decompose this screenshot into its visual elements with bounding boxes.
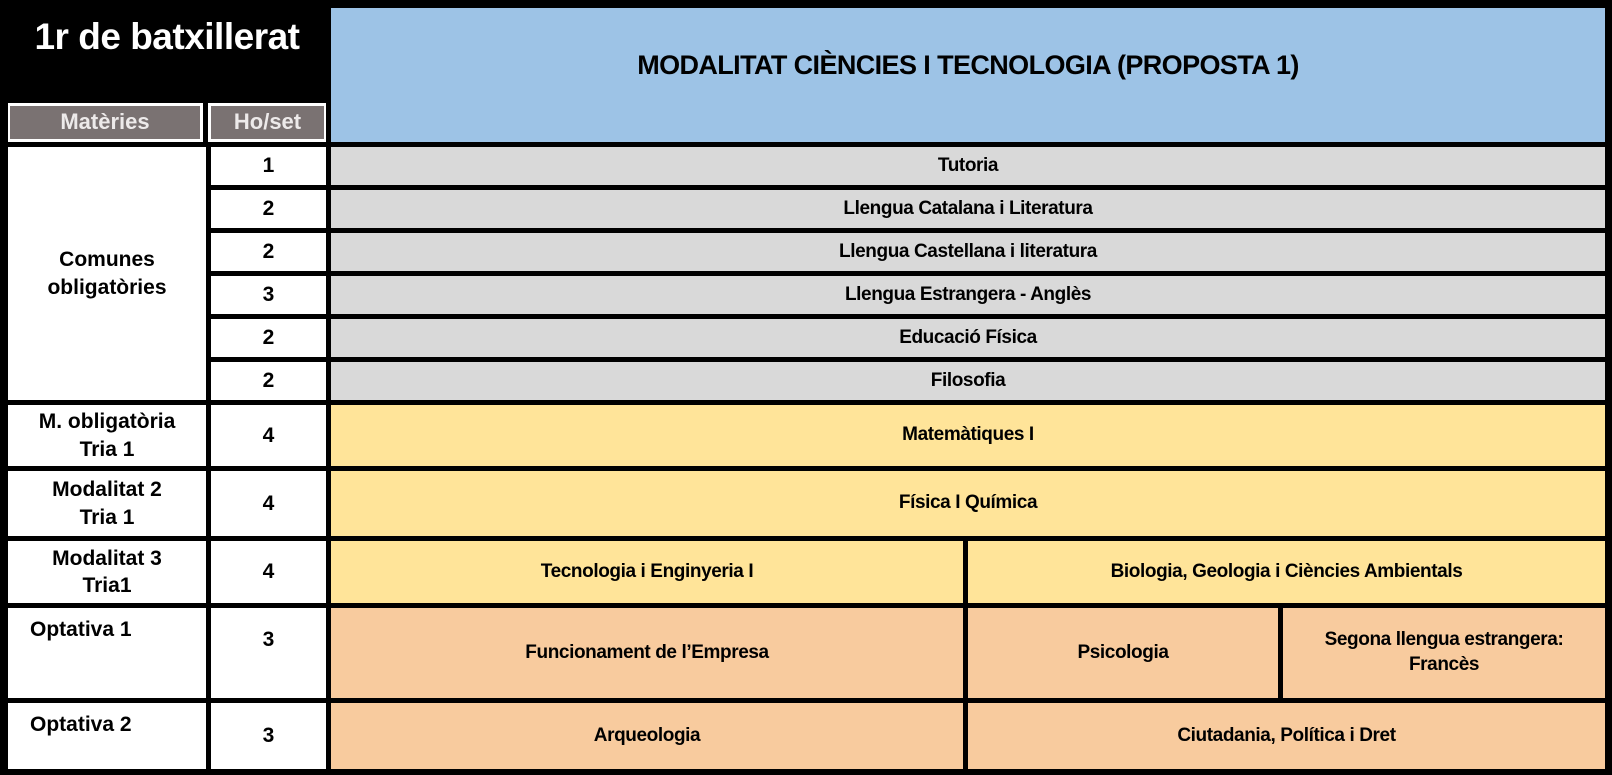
hours-cell: 3 xyxy=(211,276,326,314)
optativa-1-section-label: Optativa 1 xyxy=(8,608,206,698)
subject-cell: Física I Química xyxy=(331,471,1605,536)
subject-cell: Ciutadania, Política i Dret xyxy=(968,703,1605,769)
comunes-section-label xyxy=(8,147,206,400)
subject-cell: Llengua Estrangera - Anglès xyxy=(331,276,1605,314)
subject-cell: Biologia, Geologia i Ciències Ambientals xyxy=(968,541,1605,603)
subject-cell: Segona llengua estrangera: Francès xyxy=(1283,608,1605,698)
subject-cell: Tecnologia i Enginyeria I xyxy=(331,541,963,603)
hours-column-header: Ho/set xyxy=(211,106,324,139)
modalitat-2-label-line1: Modalitat 2 xyxy=(52,478,162,502)
modalitat-3-label-line2: Tria1 xyxy=(82,574,132,597)
subject-cell: Psicologia xyxy=(968,608,1278,698)
m-obligatoria-label-line1: M. obligatòria xyxy=(38,410,176,434)
modalitat-2-label-line2: Tria 1 xyxy=(79,505,135,529)
subject-cell: Llengua Castellana i literatura xyxy=(331,233,1605,271)
m-obligatoria-section-label xyxy=(8,405,206,466)
hours-cell: 4 xyxy=(211,471,326,536)
hours-cell: 3 xyxy=(211,703,326,769)
m-obligatoria-label-line2: Tria 1 xyxy=(79,437,135,461)
comunes-label-line2: obligatòries xyxy=(47,275,167,299)
subject-cell: Arqueologia xyxy=(331,703,963,769)
hours-cell: 2 xyxy=(211,233,326,271)
page-title: 1r de batxillerat xyxy=(8,8,326,103)
hours-cell: 2 xyxy=(211,319,326,357)
hours-cell: 1 xyxy=(211,147,326,185)
subject-cell: Matemàtiques I xyxy=(331,405,1605,466)
modalitat-3-section-label xyxy=(8,541,206,603)
comunes-label-line1: Comunes xyxy=(59,248,155,272)
materies-column-header: Matèries xyxy=(10,106,200,139)
subject-cell: Filosofia xyxy=(331,362,1605,400)
column-header-divider xyxy=(203,103,208,142)
subject-cell: Funcionament de l’Empresa xyxy=(331,608,963,698)
modality-header: MODALITAT CIÈNCIES I TECNOLOGIA (PROPOSTA 1) xyxy=(331,8,1605,142)
hours-cell: 3 xyxy=(211,608,326,698)
subject-cell: Tutoria xyxy=(331,147,1605,185)
modalitat-2-section-label xyxy=(8,471,206,536)
subject-cell: Educació Física xyxy=(331,319,1605,357)
subject-cell: Llengua Catalana i Literatura xyxy=(331,190,1605,228)
optativa-2-section-label: Optativa 2 xyxy=(8,703,206,769)
hours-cell: 2 xyxy=(211,190,326,228)
modalitat-3-label-line1: Modalitat 3 xyxy=(52,546,162,570)
hours-cell: 2 xyxy=(211,362,326,400)
hours-cell: 4 xyxy=(211,405,326,466)
hours-cell: 4 xyxy=(211,541,326,603)
